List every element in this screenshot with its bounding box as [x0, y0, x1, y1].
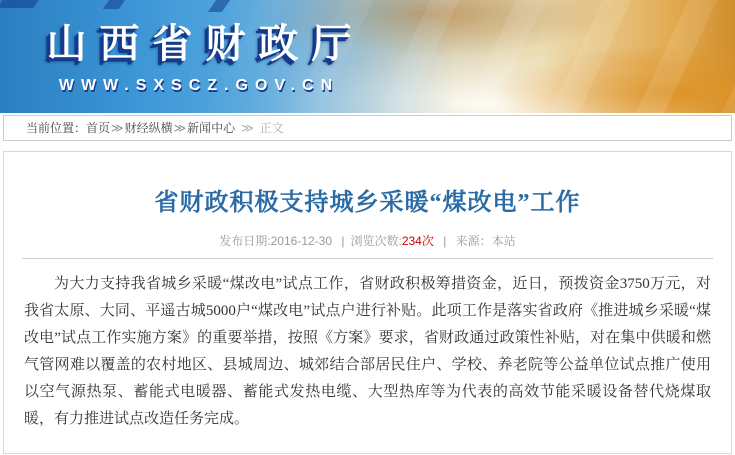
views-label: 浏览次数: [350, 234, 402, 248]
meta-divider [22, 258, 713, 259]
breadcrumb [3, 115, 732, 141]
article-container [3, 151, 732, 454]
site-identity[interactable] [0, 0, 398, 95]
article-body: 为大力支持我省城乡采暖“煤改电”试点工作，省财政积极筹措资金，近日，预拨资金3750万元，对我省太原、大同、平遥古城5000户“煤改电”试点户进行补贴。此项工作是落实省政府《推进城乡采暖“煤改电”试点工作实施方案》的重要举措，按照《方案》要求，省财政通过政策性补贴，对在集中供暖和燃气管网难以覆盖的农村地区、县城周边、城郊结合部居民住户、学校、养老院等公益单位试点推广使用以空气源热泵、蓄能式电暖器、蓄能式发热电缆、大型热库等为代表的高效节能采暖设备替代烧煤取暖，有力推进试点改造任务完成。 [24, 276, 711, 427]
breadcrumb-separator-icon: ≫ [241, 121, 254, 135]
views-count: 234次 [401, 234, 434, 248]
meta-separator: | [341, 234, 345, 248]
article-meta [22, 232, 713, 249]
article-title: 省财政积极支持城乡采暖“煤改电”工作 [154, 190, 581, 216]
breadcrumb-separator-icon: ≫ [173, 121, 187, 135]
source-value: 本站 [491, 234, 516, 248]
breadcrumb-item-home[interactable]: 首页 [86, 121, 111, 135]
breadcrumb-item-finance-news[interactable]: 财经纵横 [124, 121, 173, 135]
breadcrumb-current-page: 正文 [259, 121, 284, 135]
publish-date-label: 发布日期: [219, 234, 271, 248]
site-name[interactable]: 山西省财政厅 [46, 22, 365, 66]
meta-separator: | [443, 234, 447, 248]
source-label: 来源： [455, 234, 492, 248]
site-url: WWW.SXSCZ.GOV.CN [58, 77, 340, 94]
breadcrumb-label: 当前位置： [26, 121, 87, 135]
breadcrumb-separator-icon: ≫ [111, 121, 124, 135]
site-banner [0, 0, 735, 113]
breadcrumb-item-news-center[interactable]: 新闻中心 [187, 121, 236, 135]
publish-date-value: 2016-12-30 [270, 234, 333, 248]
